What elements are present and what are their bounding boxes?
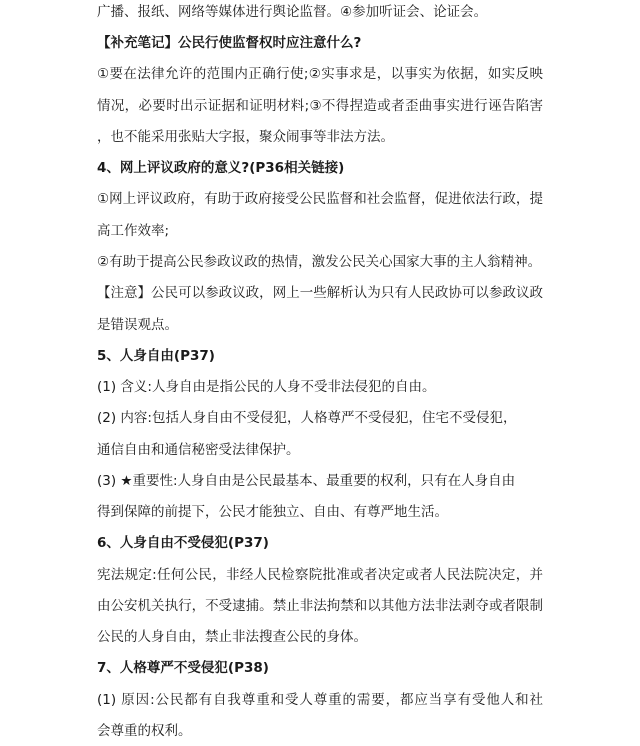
text-line: (1) 原因:公民都有自我尊重和受人尊重的需要，都应当享有受他人和社 — [97, 692, 543, 708]
text-line: ，也不能采用张贴大字报，聚众闹事等非法方法。 — [97, 129, 394, 145]
text-line: 情况，必要时出示证据和证明材料;③不得捏造或者歪曲事实进行诬告陷害 — [97, 98, 543, 114]
section-heading: 4、网上评议政府的意义?(P36相关链接) — [97, 160, 345, 176]
text-line: 得到保障的前提下，公民才能独立、自由、有尊严地生活。 — [97, 504, 448, 520]
text-line: (3) ★重要性:人身自由是公民最基本、最重要的权利，只有在人身自由 — [97, 473, 516, 489]
text-line: 由公安机关执行，不受逮捕。禁止非法拘禁和以其他方法非法剥夺或者限制 — [97, 598, 543, 614]
text-line: ①要在法律允许的范围内正确行使;②实事求是，以事实为依据，如实反映 — [97, 66, 543, 82]
text-line: 【注意】公民可以参政议政，网上一些解析认为只有人民政协可以参政议政 — [97, 285, 543, 301]
text-line: ②有助于提高公民参政议政的热情，激发公民关心国家大事的主人翁精神。 — [97, 254, 542, 270]
section-heading: 6、人身自由不受侵犯(P37) — [97, 535, 269, 551]
text-line: 宪法规定:任何公民，非经人民检察院批准或者决定或者人民法院决定，并 — [97, 567, 543, 583]
text-line: 广播、报纸、网络等媒体进行舆论监督。④参加听证会、论证会。 — [97, 4, 488, 20]
text-line: 高工作效率; — [97, 223, 170, 239]
text-line: 通信自由和通信秘密受法律保护。 — [97, 442, 300, 458]
section-heading: 5、人身自由(P37) — [97, 348, 215, 364]
section-heading: 7、人格尊严不受侵犯(P38) — [97, 660, 269, 676]
text-line: 会尊重的权利。 — [97, 723, 192, 739]
text-line: ①网上评议政府，有助于政府接受公民监督和社会监督，促进依法行政，提 — [97, 191, 543, 207]
text-line: (1) 含义:人身自由是指公民的人身不受非法侵犯的自由。 — [97, 379, 436, 395]
text-line: 是错误观点。 — [97, 317, 178, 333]
section-heading: 【补充笔记】公民行使监督权时应注意什么? — [97, 35, 362, 51]
text-line: (2) 内容:包括人身自由不受侵犯，人格尊严不受侵犯，住宅不受侵犯， — [97, 410, 517, 426]
text-line: 公民的人身自由，禁止非法搜查公民的身体。 — [97, 629, 367, 645]
